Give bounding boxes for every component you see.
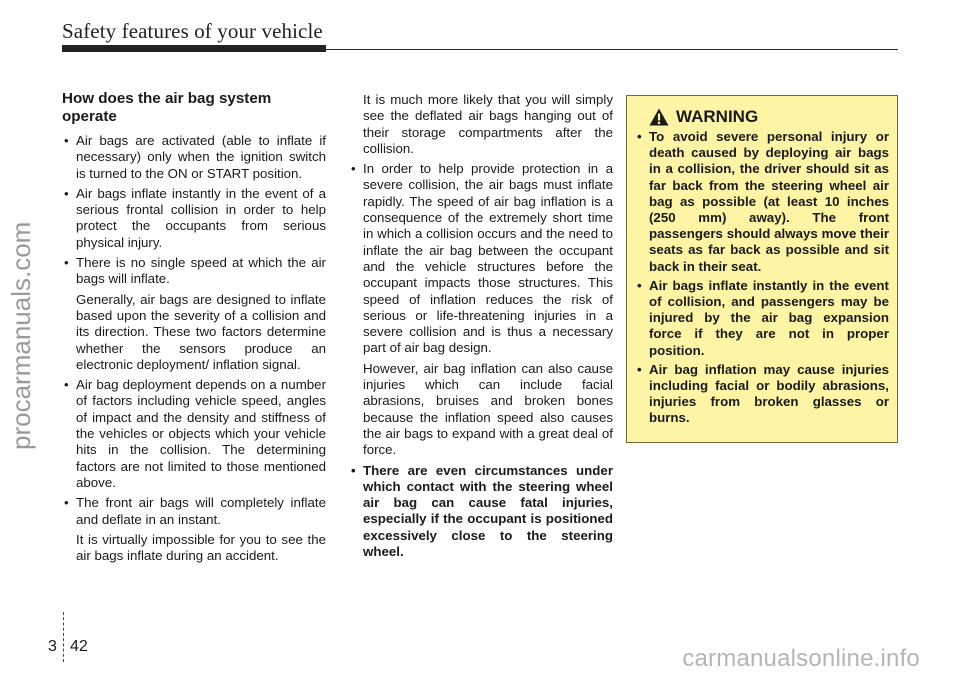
list-item-text: • There are even circumstances under which contact with the steering wheel air bag can cause fatal injuries, especially if the occupant is positioned excessively close to the steering wheel. [363,462,613,560]
list-item [62,377,326,491]
list-item-text: However, air bag inflation can also cause injuries which can include facial abrasions, bruises and broken bones because the inflation speed also causes the air bags to expand with a great deal of force. [363,360,613,458]
column-1-list [62,133,326,564]
continued-paragraph: It is much more likely that you will simply see the deflated air bags hanging out of their storage compartments after the collision. [363,92,613,156]
warning-item [635,129,889,275]
warning-triangle-icon [649,108,669,126]
warning-header [649,107,758,127]
list-item [62,255,326,373]
warning-list [635,129,889,430]
page-header-title: Safety features of your vehicle [62,19,323,43]
column-2 [349,92,613,564]
list-item-text: • Air bag deployment depends on a number of factors including vehicle speed, angles of impact and the density and stiffness of the vehicles or objects which your vehicle hits in the collision. The determining factors are not limited to those mentioned above. [76,377,326,490]
chapter-number: 3 [48,638,57,655]
list-item [349,161,613,458]
warning-title: WARNING [676,107,759,126]
warning-item [635,362,889,427]
column-1 [62,90,326,568]
warning-item-text: • Air bags inflate instantly in the event of collision, and passengers may be injured by the air bag expansion force if they are not in proper position. [649,277,889,358]
page-number: 42 [70,638,88,655]
list-item-text: • Air bags are activated (able to inflate if necessary) only when the ignition switch is turned to the ON or START position. [76,133,326,181]
list-item [62,133,326,182]
header-rule [326,49,898,50]
warning-item [635,278,889,359]
watermark-bottom: carmanualsonline.info [682,645,920,672]
list-item-text: It is virtually impossible for you to see the air bags inflate during an accident. [76,531,326,564]
header-bar [62,45,326,52]
column-2-list [349,161,613,560]
warning-box [626,95,898,443]
list-item-text: • There is no single speed at which the air bags will inflate. [76,255,326,287]
list-item [62,186,326,251]
list-item-text: • Air bags inflate instantly in the event of a serious frontal collision in order to help protect the occupants from serious physical injury. [76,185,326,250]
list-item-text: Generally, air bags are designed to inflate based upon the severity of a collision and its direction. These two factors determine whether the sensors produce an electronic deployment/ inflation signal. [76,291,326,372]
warning-item-text: • Air bag inflation may cause injuries including facial or bodily abrasions, injuries from broken glasses or burns. [649,361,889,426]
list-item-text: • The front air bags will completely inflate and deflate in an instant. [76,495,326,527]
list-item [349,463,613,561]
watermark-left-text: procarmanuals.com [6,221,36,450]
list-item [62,495,326,564]
list-item-text: • In order to help provide protection in a severe collision, the air bags must inflate rapidly. The speed of air bag inflation is a consequence of the extremely short time in which a collision occurs and the need to inflate the air bag between the occupant and the vehicle structures before the occupant impacts those structures. This speed of inflation reduces the risk of serious or life-threatening injuries in a severe collision and is thus a necessary part of air bag design. [363,161,613,356]
warning-item-text: • To avoid severe personal injury or death caused by deploying air bags in a collision, the driver should sit as far back from the steering wheel air bag as possible (at least 10 inches (250 mm) away). The front passengers should always move their seats as far back as possible and sit back in their seat. [649,129,889,274]
section-heading: How does the air bag system operate [62,90,272,125]
footer-divider [63,612,64,662]
